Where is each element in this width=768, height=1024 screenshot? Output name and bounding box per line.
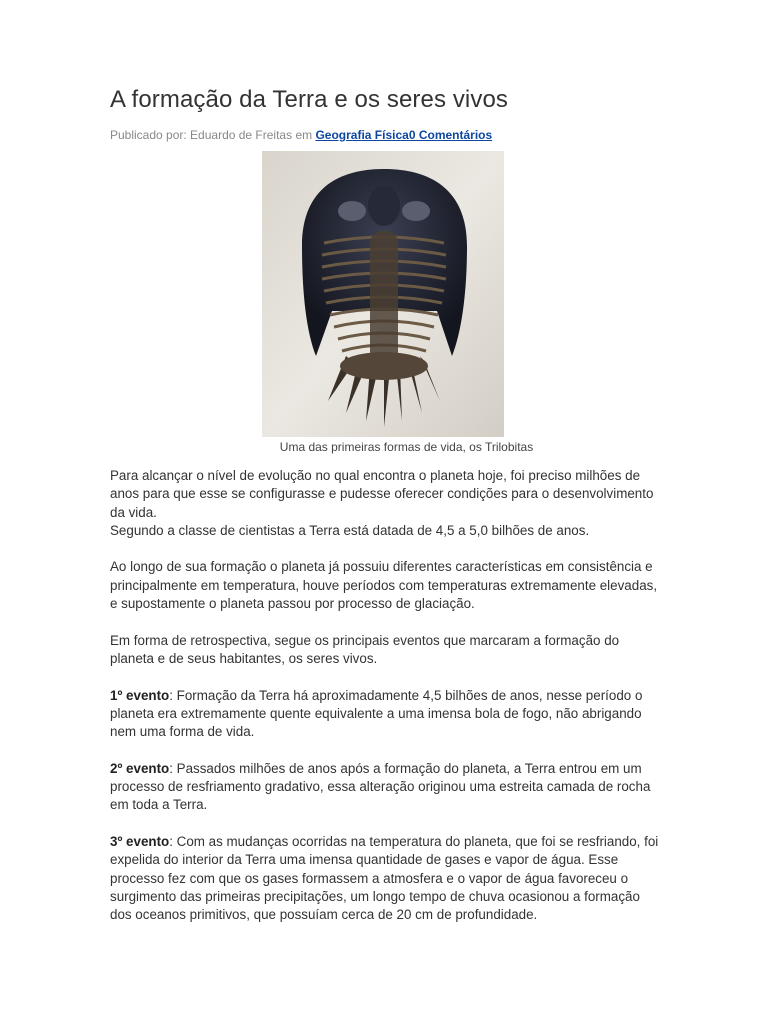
paragraph-text: Ao longo de sua formação o planeta já possuiu diferentes características em consistência e principalmente em temperatura, houve períodos com temperaturas extremamente elevadas, e supostamente o planeta passou por processo de glaciação.: [110, 559, 658, 612]
event-1: [110, 687, 660, 742]
figure-caption: Uma das primeiras formas de vida, os Trilobitas: [279, 440, 534, 454]
paragraph-text: Em forma de retrospectiva, segue os principais eventos que marcaram a formação do planeta e de seus habitantes, os seres vivos.: [110, 632, 620, 666]
paragraph-formation: [110, 558, 660, 613]
paragraph-text: Para alcançar o nível de evolução no qual encontra o planeta hoje, foi preciso milhões de anos para que esse se configurasse e pudesse oferecer condições para o desenvolvimento da vida.: [110, 468, 654, 520]
article-meta: [110, 128, 492, 142]
trilobite-fossil-image: [262, 151, 504, 437]
event-text: : Com as mudanças ocorridas na temperatura do planeta, que foi se resfriando, foi expelida do interior da Terra uma imensa quantidade de gases e vapor de água. Esse processo fez com que os gases formassem a atmosfera e o vapor de água favoreceu o surgimento das primeiras precipitações, um longo tempo de chuva ocasionou a formação dos oceanos primitivos, que possuíam cerca de 20 cm de profundidade.: [110, 833, 659, 923]
paragraph-text: Segundo a classe de cientistas a Terra está datada de 4,5 a 5,0 bilhões de anos.: [110, 522, 590, 538]
article-body: [110, 467, 660, 943]
meta-prefix: Publicado por: Eduardo de Freitas em: [110, 128, 316, 142]
event-label: 3º evento: [110, 833, 170, 849]
event-text: : Formação da Terra há aproximadamente 4,5 bilhões de anos, nesse período o planeta era extremamente quente equivalente a uma imensa bola de fogo, não abrigando nem uma forma de vida.: [110, 687, 643, 740]
event-text: : Passados milhões de anos após a formação do planeta, a Terra entrou em um processo de resfriamento gradativo, essa alteração originou uma estreita camada de rocha em toda a Terra.: [110, 760, 651, 813]
paragraph-retrospective: [110, 632, 660, 669]
event-2: [110, 760, 660, 815]
article-title: A formação da Terra e os seres vivos: [110, 86, 509, 113]
event-label: 1º evento: [110, 687, 170, 703]
category-link[interactable]: Geografia Física: [315, 128, 409, 142]
event-label: 2º evento: [110, 760, 170, 776]
comments-link[interactable]: 0 Comentários: [408, 128, 493, 142]
paragraph-intro: [110, 467, 660, 540]
event-3: [110, 833, 660, 924]
